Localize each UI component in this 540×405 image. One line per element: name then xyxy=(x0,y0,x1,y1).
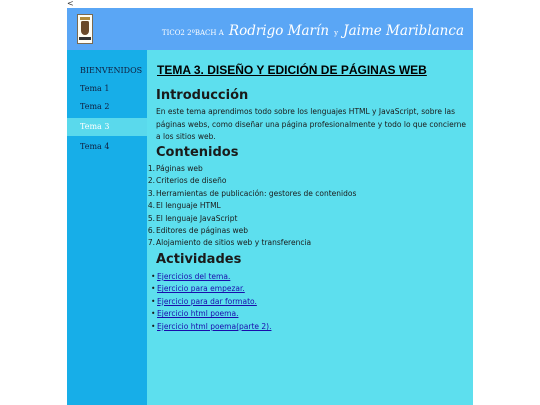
intro-heading: Introducción xyxy=(156,88,249,103)
activity-link-html-poema[interactable]: Ejercicio html poema. xyxy=(157,309,239,319)
site-title xyxy=(162,20,464,39)
list-item: • Ejercicio para empezar. xyxy=(151,284,245,294)
course-label: TICO2 2ºBACH A xyxy=(161,29,224,37)
list-item: 1. Páginas web xyxy=(147,164,203,173)
list-item: • Ejercicio html poema(parte 2). xyxy=(151,321,272,331)
nav-item-bienvenidos[interactable]: BIENVENIDOS xyxy=(80,66,143,75)
activities-heading: Actividades xyxy=(156,252,242,267)
author-name-1: Rodrigo Marín xyxy=(228,23,330,39)
author-name-2: Jaime Mariblanca xyxy=(343,23,464,39)
school-crest-icon xyxy=(77,14,93,44)
activity-link-ejercicios-tema[interactable]: Ejercicios del tema. xyxy=(157,272,231,281)
list-item: • Ejercicio html poema. xyxy=(151,309,239,319)
list-item: 4. El lenguaje HTML xyxy=(147,201,221,211)
activities-list xyxy=(151,271,272,333)
list-item: 7. Alojamiento de sitios web y transferencia xyxy=(147,238,312,248)
list-item: 6. Editores de páginas web xyxy=(147,225,249,235)
list-item: • Ejercicios del tema. xyxy=(151,272,231,281)
main-content xyxy=(147,50,473,405)
nav-item-tema-2[interactable]: Tema 2 xyxy=(80,102,110,111)
nav-item-tema-1[interactable]: Tema 1 xyxy=(80,84,110,93)
sidebar-nav xyxy=(67,50,147,405)
nav-item-tema-3[interactable]: Tema 3 xyxy=(67,118,147,136)
activity-link-para-empezar[interactable]: Ejercicio para empezar. xyxy=(157,284,245,294)
corner-mark: < xyxy=(67,0,74,8)
list-item: 5. El lenguaje JavaScript xyxy=(147,213,238,223)
list-item: 2. Criterios de diseño xyxy=(147,176,227,186)
nav-item-tema-4[interactable]: Tema 4 xyxy=(80,142,110,151)
list-item: • Ejercicio para dar formato. xyxy=(151,296,257,306)
author-connector: y xyxy=(334,29,339,37)
list-item: 3. Herramientas de publicación: gestores de contenidos xyxy=(147,188,357,198)
contents-list xyxy=(147,163,357,250)
header-banner xyxy=(67,8,473,50)
page-title: TEMA 3. DISEÑO Y EDICIÓN DE PÁGINAS WEB xyxy=(157,63,427,77)
intro-paragraph: En este tema aprendimos todo sobre los lenguajes HTML y JavaScript, sobre las páginas webs, como diseñar una página profesionalmente y todo lo que concierne a los sitios web. xyxy=(156,107,467,141)
contents-heading: Contenidos xyxy=(156,145,239,160)
activity-link-dar-formato[interactable]: Ejercicio para dar formato. xyxy=(157,296,257,306)
activity-link-html-poema-2[interactable]: Ejercicio html poema(parte 2). xyxy=(157,321,272,331)
